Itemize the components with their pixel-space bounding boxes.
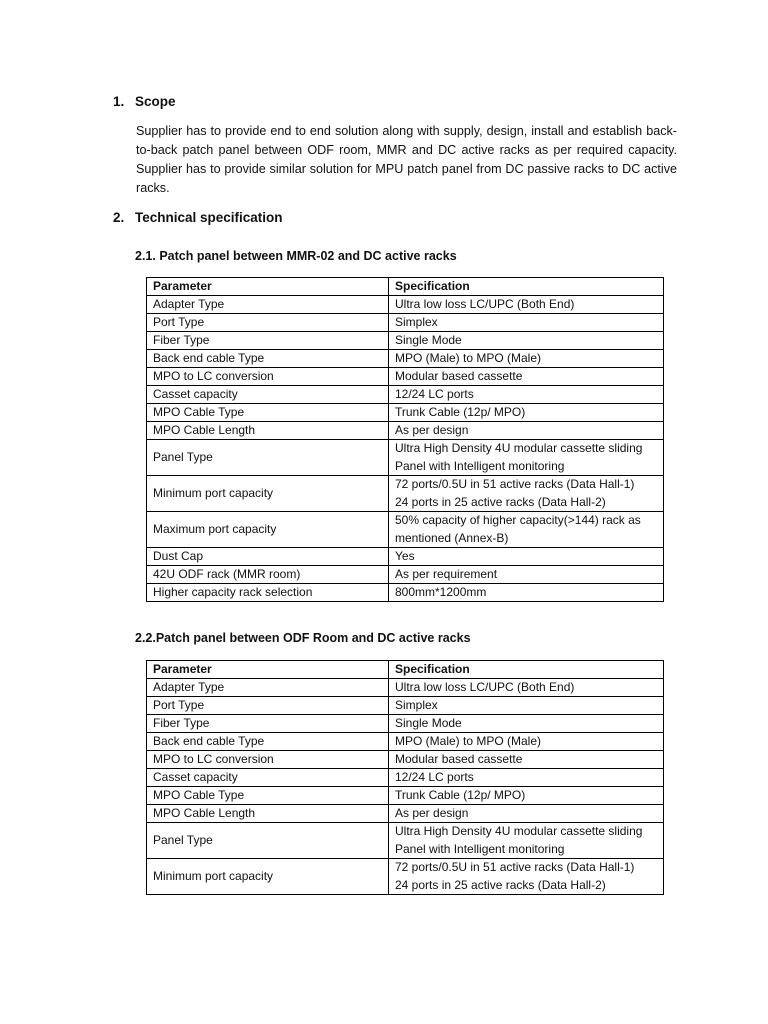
- parameter-cell: MPO to LC conversion: [147, 368, 389, 386]
- parameter-cell: MPO Cable Length: [147, 805, 389, 823]
- table-row: [147, 314, 664, 332]
- table-row: [147, 787, 664, 805]
- spec-line: Ultra High Density 4U modular cassette sliding: [395, 824, 643, 838]
- specification-cell: 800mm*1200mm: [389, 584, 664, 602]
- spec-line: mentioned (Annex-B): [395, 530, 509, 545]
- section-title: Technical specification: [135, 210, 283, 225]
- specification-cell: MPO (Male) to MPO (Male): [389, 733, 664, 751]
- specification-cell: Yes: [389, 548, 664, 566]
- parameter-cell: Panel Type: [147, 823, 389, 859]
- specification-cell: [389, 476, 664, 512]
- table-row: [147, 859, 664, 895]
- table-row: [147, 368, 664, 386]
- spec-line: Panel with Intelligent monitoring: [395, 458, 565, 473]
- section-heading-scope: [113, 94, 176, 109]
- specification-cell: Modular based cassette: [389, 368, 664, 386]
- parameter-cell: Back end cable Type: [147, 350, 389, 368]
- table-row: [147, 296, 664, 314]
- table-row: [147, 476, 664, 512]
- parameter-cell: MPO to LC conversion: [147, 751, 389, 769]
- table-row: [147, 715, 664, 733]
- table-row: [147, 566, 664, 584]
- specification-cell: Single Mode: [389, 332, 664, 350]
- spec-line: Ultra High Density 4U modular cassette sliding: [395, 441, 643, 455]
- table-row: [147, 679, 664, 697]
- specification-cell: [389, 440, 664, 476]
- table-row: [147, 332, 664, 350]
- table-row: [147, 386, 664, 404]
- section-heading-technical-specification: [113, 210, 283, 225]
- specification-cell: [389, 859, 664, 895]
- parameter-cell: Port Type: [147, 697, 389, 715]
- spec-line: 24 ports in 25 active racks (Data Hall-2): [395, 494, 606, 509]
- parameter-cell: 42U ODF rack (MMR room): [147, 566, 389, 584]
- header-cell: Parameter: [147, 278, 389, 296]
- table-row: [147, 733, 664, 751]
- parameter-cell: Fiber Type: [147, 715, 389, 733]
- header-cell: Specification: [389, 278, 664, 296]
- specification-cell: As per requirement: [389, 566, 664, 584]
- table-row: [147, 823, 664, 859]
- specification-cell: Simplex: [389, 314, 664, 332]
- section-number: 1.: [113, 94, 125, 109]
- parameter-cell: Higher capacity rack selection: [147, 584, 389, 602]
- parameter-cell: MPO Cable Length: [147, 422, 389, 440]
- table-row: [147, 404, 664, 422]
- parameter-cell: Minimum port capacity: [147, 859, 389, 895]
- specification-cell: Ultra low loss LC/UPC (Both End): [389, 296, 664, 314]
- parameter-cell: Dust Cap: [147, 548, 389, 566]
- parameter-cell: Back end cable Type: [147, 733, 389, 751]
- spec-table-mmr: [146, 277, 664, 602]
- header-cell: Specification: [389, 661, 664, 679]
- table-row: [147, 751, 664, 769]
- specification-cell: [389, 512, 664, 548]
- table-row: [147, 548, 664, 566]
- table-row: [147, 512, 664, 548]
- parameter-cell: Panel Type: [147, 440, 389, 476]
- spec-line: 72 ports/0.5U in 51 active racks (Data Hall-1): [395, 860, 635, 874]
- specification-cell: [389, 823, 664, 859]
- specification-cell: Simplex: [389, 697, 664, 715]
- specification-cell: As per design: [389, 422, 664, 440]
- table-row: [147, 440, 664, 476]
- specification-cell: 12/24 LC ports: [389, 769, 664, 787]
- spec-table-odf: [146, 660, 664, 895]
- specification-cell: MPO (Male) to MPO (Male): [389, 350, 664, 368]
- subsection-heading-2-2: 2.2.Patch panel between ODF Room and DC active racks: [135, 631, 471, 645]
- spec-line: 72 ports/0.5U in 51 active racks (Data Hall-1): [395, 477, 635, 491]
- section-title: Scope: [135, 94, 176, 109]
- specification-cell: Trunk Cable (12p/ MPO): [389, 404, 664, 422]
- subsection-heading-2-1: 2.1. Patch panel between MMR-02 and DC active racks: [135, 249, 457, 263]
- header-cell: Parameter: [147, 661, 389, 679]
- table-header-row: [147, 278, 664, 296]
- table-header-row: [147, 661, 664, 679]
- specification-cell: Modular based cassette: [389, 751, 664, 769]
- parameter-cell: Casset capacity: [147, 386, 389, 404]
- specification-cell: Ultra low loss LC/UPC (Both End): [389, 679, 664, 697]
- spec-line: 50% capacity of higher capacity(>144) rack as: [395, 513, 641, 527]
- table-row: [147, 697, 664, 715]
- table-row: [147, 422, 664, 440]
- parameter-cell: MPO Cable Type: [147, 404, 389, 422]
- table-row: [147, 584, 664, 602]
- parameter-cell: Casset capacity: [147, 769, 389, 787]
- parameter-cell: Adapter Type: [147, 679, 389, 697]
- parameter-cell: Minimum port capacity: [147, 476, 389, 512]
- parameter-cell: Fiber Type: [147, 332, 389, 350]
- table-row: [147, 769, 664, 787]
- section-number: 2.: [113, 210, 125, 225]
- scope-paragraph: Supplier has to provide end to end solution along with supply, design, install and establish back-to-back patch panel between ODF room, MMR and DC active racks as per required capacity. Supplier has to provide similar solution for MPU patch panel from DC passive racks to DC active racks.: [136, 124, 677, 195]
- specification-cell: Single Mode: [389, 715, 664, 733]
- parameter-cell: Maximum port capacity: [147, 512, 389, 548]
- table-row: [147, 350, 664, 368]
- parameter-cell: Adapter Type: [147, 296, 389, 314]
- spec-line: Panel with Intelligent monitoring: [395, 841, 565, 856]
- specification-cell: As per design: [389, 805, 664, 823]
- spec-line: 24 ports in 25 active racks (Data Hall-2): [395, 877, 606, 892]
- specification-cell: 12/24 LC ports: [389, 386, 664, 404]
- specification-cell: Trunk Cable (12p/ MPO): [389, 787, 664, 805]
- parameter-cell: MPO Cable Type: [147, 787, 389, 805]
- table-row: [147, 805, 664, 823]
- parameter-cell: Port Type: [147, 314, 389, 332]
